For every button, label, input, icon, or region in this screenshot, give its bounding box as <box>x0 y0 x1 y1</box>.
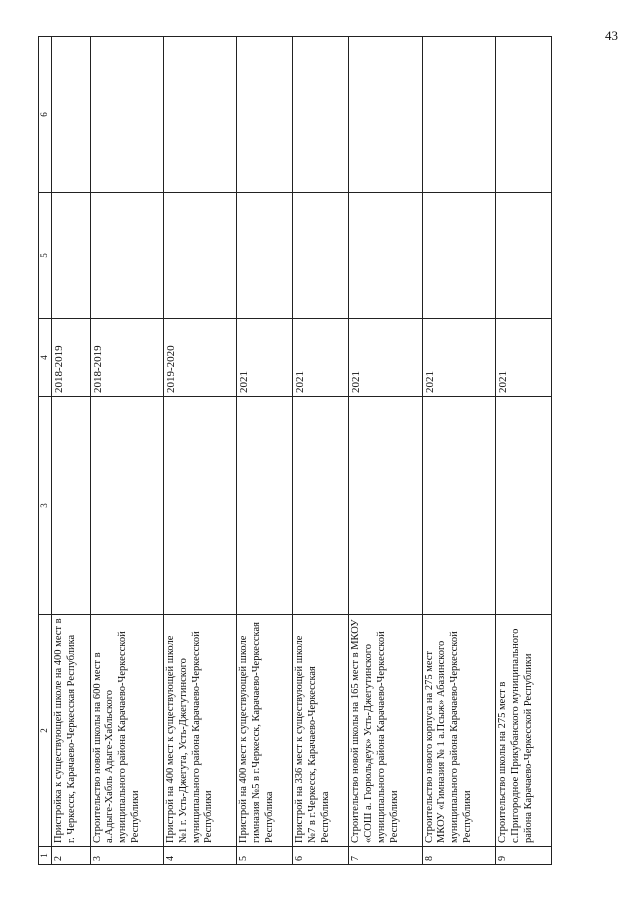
table-row <box>349 37 422 865</box>
header-cell-4: 4 <box>39 319 52 397</box>
header-row <box>39 37 52 865</box>
period-cell: 2021 <box>237 319 293 397</box>
row-number: 6 <box>293 847 349 865</box>
rotated-table-container <box>38 37 552 865</box>
cell-col6 <box>164 37 237 193</box>
cell-col3 <box>495 397 551 615</box>
object-name: Пристрой на 400 мест к существующей школе №1 г. Усть-Джегута, Усть-Джегутинского муниципального района Карачаево-Черкесской Республики <box>164 615 237 847</box>
table-row <box>90 37 163 865</box>
cell-col3 <box>422 397 495 615</box>
cell-col6 <box>237 37 293 193</box>
cell-col5 <box>90 193 163 319</box>
header-cell-2: 2 <box>39 615 52 847</box>
period-cell: 2021 <box>349 319 422 397</box>
table-row <box>52 37 91 865</box>
cell-col5 <box>237 193 293 319</box>
object-name: Пристрой на 336 мест к существующей школе №7 в г.Черкесск, Карачаево-Черкесская Республика <box>293 615 349 847</box>
cell-col3 <box>293 397 349 615</box>
row-number: 7 <box>349 847 422 865</box>
period-cell: 2021 <box>422 319 495 397</box>
header-cell-3: 3 <box>39 397 52 615</box>
cell-col6 <box>90 37 163 193</box>
table-row <box>164 37 237 865</box>
cell-col6 <box>349 37 422 193</box>
cell-col6 <box>52 37 91 193</box>
table-row <box>293 37 349 865</box>
cell-col5 <box>164 193 237 319</box>
cell-col5 <box>349 193 422 319</box>
period-cell: 2019-2020 <box>164 319 237 397</box>
object-name: Пристройка к существующей школе на 400 мест в г. Черкесск, Карачаево-Черкесская Республика <box>52 615 91 847</box>
cell-col3 <box>164 397 237 615</box>
cell-col3 <box>90 397 163 615</box>
cell-col6 <box>422 37 495 193</box>
header-cell-6: 6 <box>39 37 52 193</box>
row-number: 8 <box>422 847 495 865</box>
object-name: Строительство нового корпуса на 275 мест МКОУ «Гимназия № 1 а.Псыж» Абазинского муниципального района Карачаево-Черкесской Республики <box>422 615 495 847</box>
cell-col5 <box>495 193 551 319</box>
header-cell-5: 5 <box>39 193 52 319</box>
period-cell: 2018-2019 <box>52 319 91 397</box>
period-cell: 2018-2019 <box>90 319 163 397</box>
cell-col3 <box>237 397 293 615</box>
cell-col5 <box>52 193 91 319</box>
object-name: Строительство новой школы на 600 мест в а.Адыге-Хабль Адыге-Хабльского муниципального района Карачаево-Черкесской Республики <box>90 615 163 847</box>
row-number: 2 <box>52 847 91 865</box>
object-name: Пристрой на 400 мест к существующей школе гимназия №5 в г.Черкесск, Карачаево-Черкесская Республика <box>237 615 293 847</box>
cell-col3 <box>349 397 422 615</box>
cell-col5 <box>422 193 495 319</box>
table-row <box>237 37 293 865</box>
cell-col6 <box>495 37 551 193</box>
period-cell: 2021 <box>495 319 551 397</box>
row-number: 3 <box>90 847 163 865</box>
schools-table <box>38 36 552 865</box>
table-row <box>495 37 551 865</box>
cell-col3 <box>52 397 91 615</box>
cell-col5 <box>293 193 349 319</box>
header-cell-1: 1 <box>39 847 52 865</box>
row-number: 5 <box>237 847 293 865</box>
row-number: 4 <box>164 847 237 865</box>
object-name: Строительство школы на 275 мест в с.Пригородное Прикубанского муниципального района Карачаево-Черкесской Республики <box>495 615 551 847</box>
page-number: 43 <box>605 28 618 43</box>
cell-col6 <box>293 37 349 193</box>
row-number: 9 <box>495 847 551 865</box>
object-name: Строительство новой школы на 165 мест в МКОУ «СОШ а. Гюрюльдеук» Усть-Джегутинского муниципального района Карачаево-Черкесской Республики <box>349 615 422 847</box>
table-row <box>422 37 495 865</box>
period-cell: 2021 <box>293 319 349 397</box>
